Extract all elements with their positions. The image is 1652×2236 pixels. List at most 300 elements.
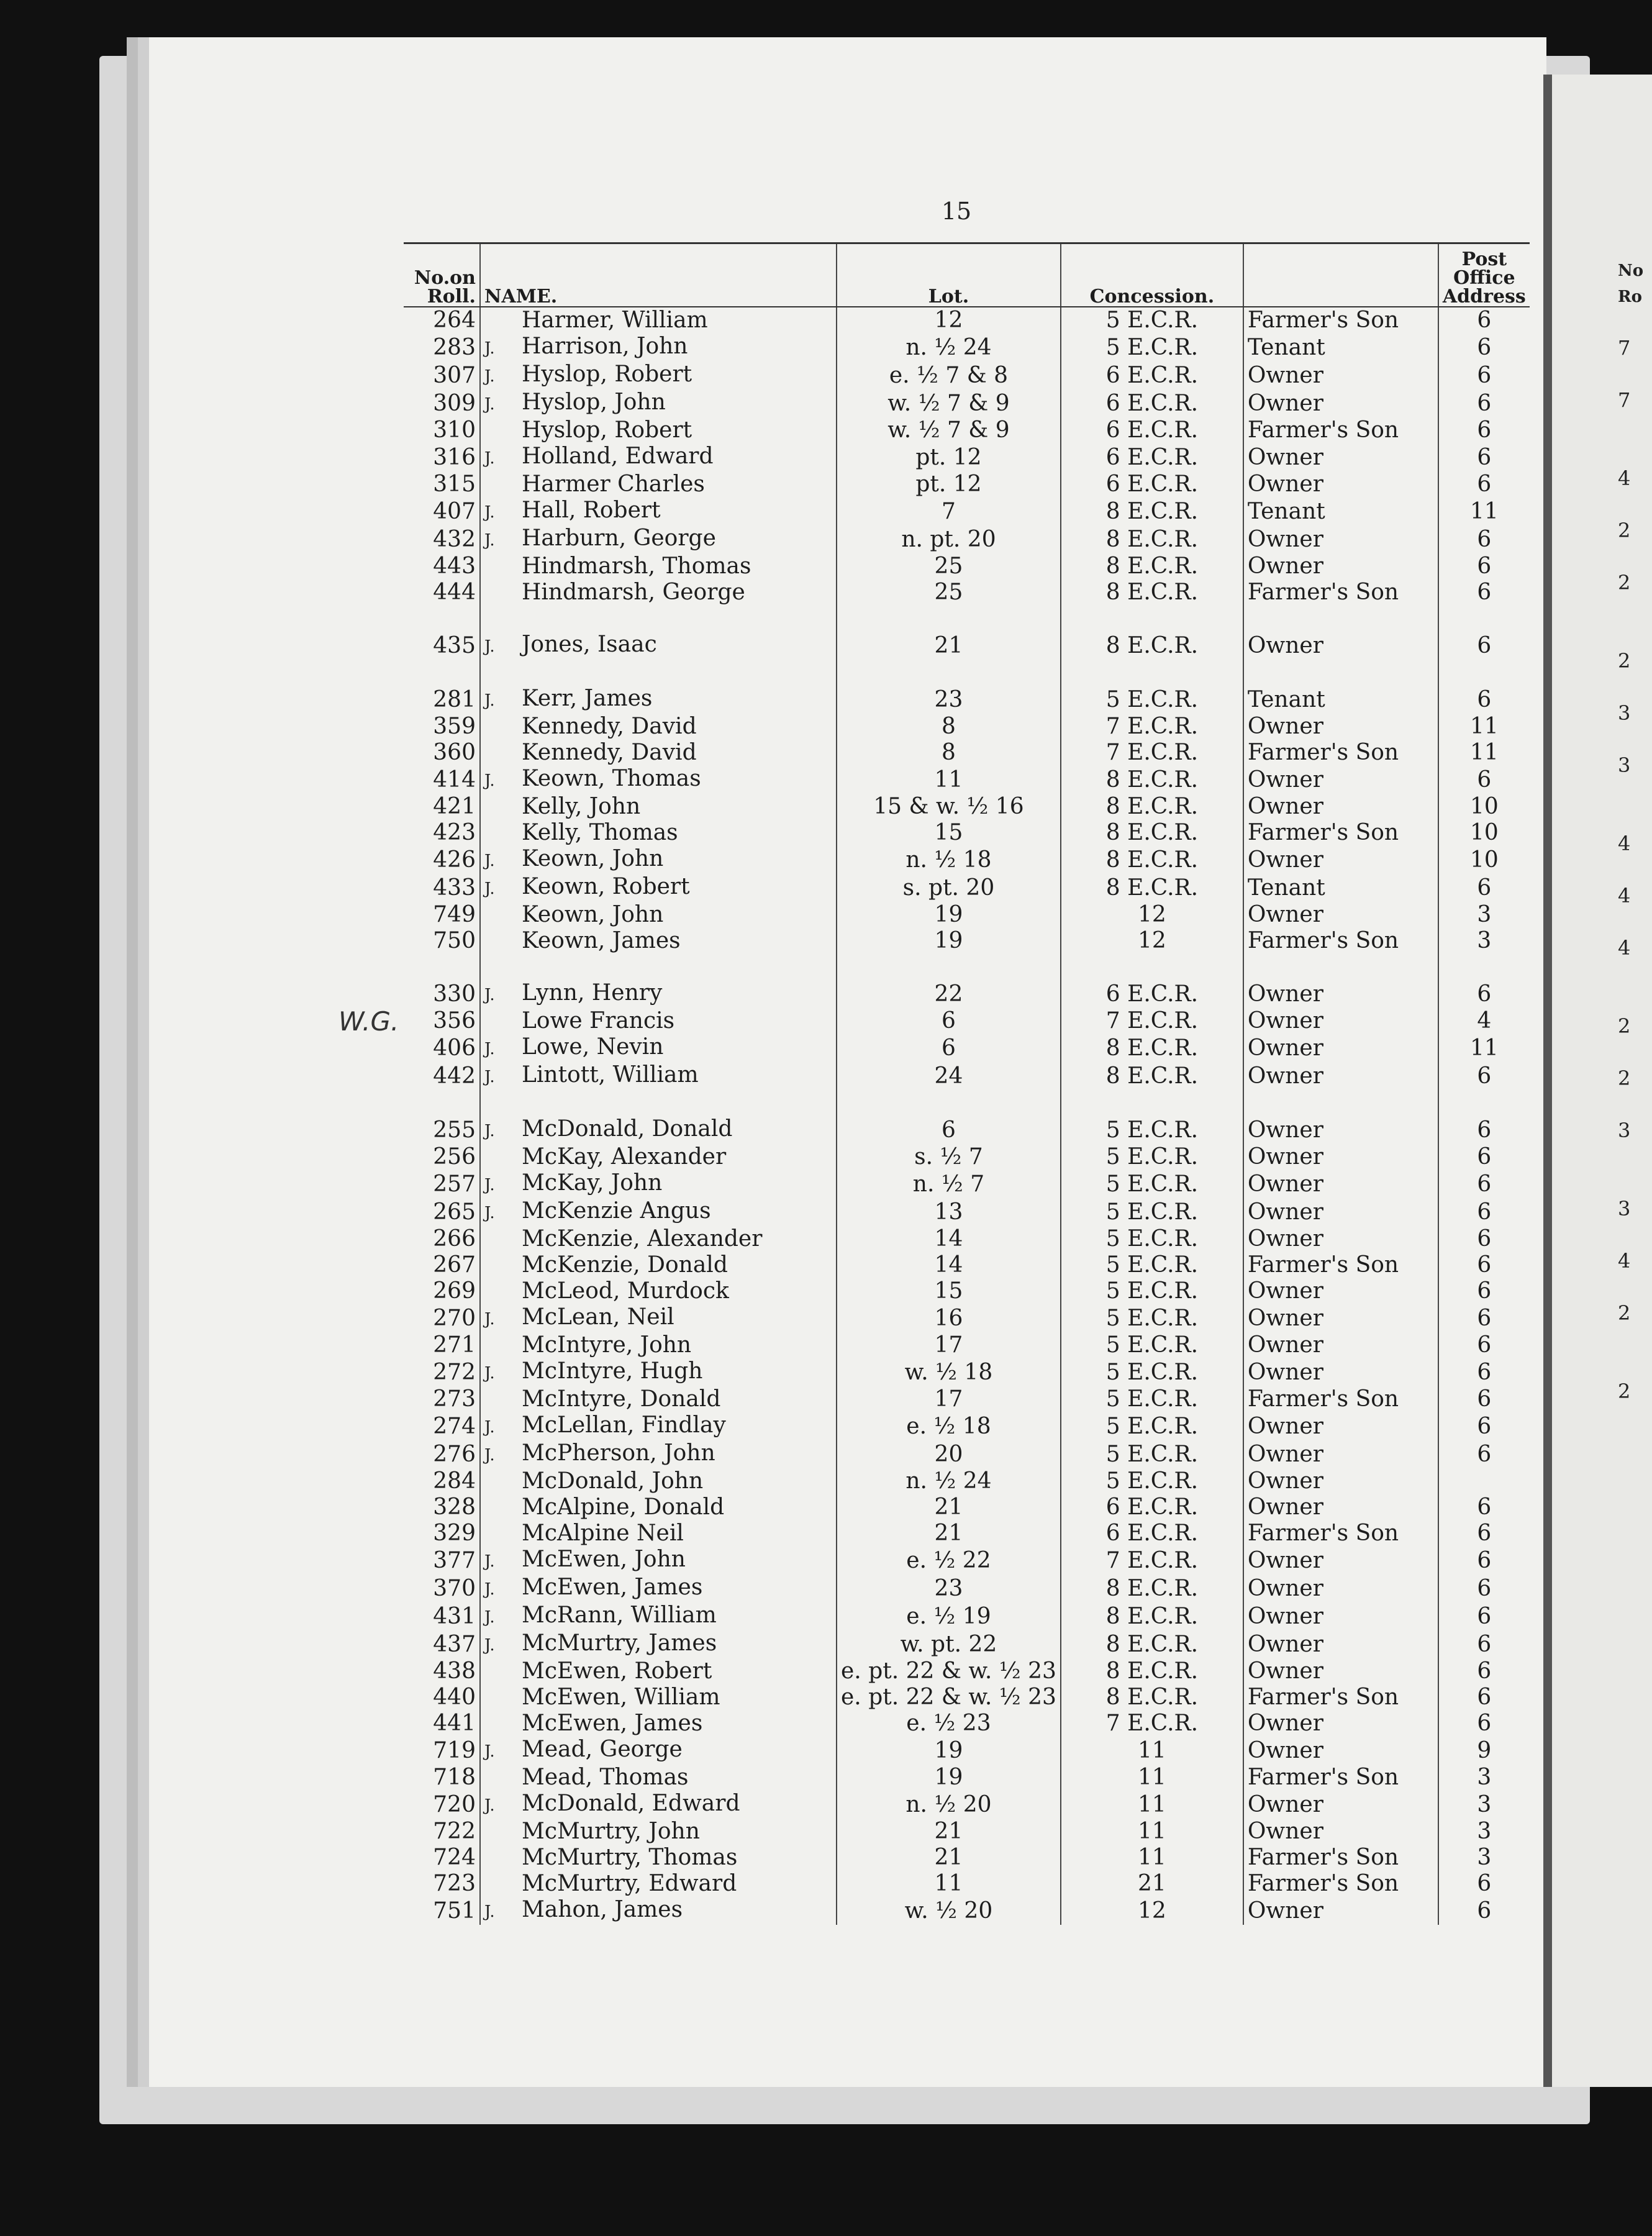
post-office-cell: 11 bbox=[1438, 714, 1530, 740]
lot-cell: pt. 12 bbox=[837, 471, 1061, 498]
name-cell bbox=[480, 1547, 837, 1575]
gap-cell bbox=[404, 954, 480, 980]
concession-cell: 5 E.C.R. bbox=[1061, 1304, 1243, 1332]
voter-name: McMurtry, Edward bbox=[522, 1871, 737, 1896]
voter-name: McIntyre, Donald bbox=[522, 1386, 721, 1412]
occupation-cell: Owner bbox=[1243, 1658, 1438, 1684]
voter-name: Kelly, Thomas bbox=[522, 820, 678, 845]
lot-cell: 23 bbox=[837, 686, 1061, 714]
roll-cell: 723 bbox=[433, 1871, 476, 1896]
lot-cell: 14 bbox=[837, 1226, 1061, 1252]
lot-cell: e. ½ 7 & 8 bbox=[837, 361, 1061, 389]
concession-cell: 8 E.C.R. bbox=[1061, 579, 1243, 606]
table-row bbox=[404, 1871, 1530, 1897]
name-cell bbox=[480, 1791, 837, 1819]
occupation-cell: Owner bbox=[1243, 553, 1438, 579]
occupation-cell: Owner bbox=[1243, 389, 1438, 417]
table-row bbox=[404, 1897, 1530, 1925]
concession-cell: 8 E.C.R. bbox=[1061, 846, 1243, 874]
juror-indicator: J. bbox=[484, 637, 495, 656]
concession-cell: 5 E.C.R. bbox=[1061, 334, 1243, 361]
occupation-cell: Farmer's Son bbox=[1243, 1252, 1438, 1278]
occupation-cell: Owner bbox=[1243, 1170, 1438, 1198]
voter-name: McAlpine, Donald bbox=[522, 1494, 725, 1520]
voter-name: Lynn, Henry bbox=[522, 980, 663, 1006]
concession-cell: 11 bbox=[1061, 1845, 1243, 1871]
voter-name: Keown, Robert bbox=[522, 874, 690, 899]
name-cell bbox=[480, 1144, 837, 1170]
occupation-cell: Owner bbox=[1243, 1575, 1438, 1602]
roll-cell: 751 bbox=[433, 1897, 476, 1924]
occupation-cell: Owner bbox=[1243, 361, 1438, 389]
table-row bbox=[404, 1602, 1530, 1630]
lot-cell: 6 bbox=[837, 1116, 1061, 1144]
concession-cell: 5 E.C.R. bbox=[1061, 1386, 1243, 1412]
post-office-cell: 6 bbox=[1438, 1602, 1530, 1630]
table-row bbox=[404, 334, 1530, 361]
facing-page-number: 2 bbox=[1618, 1301, 1631, 1325]
gap-cell bbox=[404, 1090, 480, 1116]
lot-cell: 12 bbox=[837, 307, 1061, 334]
juror-indicator: J. bbox=[484, 1902, 495, 1921]
lot-cell: 21 bbox=[837, 1494, 1061, 1520]
header-post-office: Post Office Address bbox=[1438, 243, 1530, 307]
juror-indicator: J. bbox=[484, 1122, 495, 1140]
voter-name: Hyslop, John bbox=[522, 389, 666, 415]
roll-cell: 276 bbox=[433, 1441, 476, 1467]
roll-cell: 749 bbox=[433, 902, 476, 927]
lot-cell: 21 bbox=[837, 1819, 1061, 1845]
lot-cell: 22 bbox=[837, 980, 1061, 1008]
occupation-cell: Owner bbox=[1243, 794, 1438, 820]
roll-cell: 269 bbox=[433, 1278, 476, 1304]
post-office-cell: 6 bbox=[1438, 1871, 1530, 1897]
post-office-cell: 6 bbox=[1438, 1711, 1530, 1737]
facing-page-number: 2 bbox=[1618, 519, 1631, 542]
occupation-cell: Owner bbox=[1243, 714, 1438, 740]
occupation-cell: Owner bbox=[1243, 1198, 1438, 1226]
roll-cell: 310 bbox=[433, 417, 476, 443]
roll-cell: 438 bbox=[433, 1658, 476, 1684]
occupation-cell: Owner bbox=[1243, 980, 1438, 1008]
roll-cell: 377 bbox=[433, 1547, 476, 1573]
post-office-cell: 6 bbox=[1438, 1630, 1530, 1658]
roll-cell: 284 bbox=[433, 1468, 476, 1494]
occupation-cell: Owner bbox=[1243, 1440, 1438, 1468]
concession-cell: 8 E.C.R. bbox=[1061, 1062, 1243, 1090]
post-office-cell: 6 bbox=[1438, 1547, 1530, 1575]
name-cell bbox=[480, 874, 837, 902]
voter-name: McIntyre, Hugh bbox=[522, 1358, 703, 1384]
concession-cell: 8 E.C.R. bbox=[1061, 1034, 1243, 1062]
concession-cell: 5 E.C.R. bbox=[1061, 1252, 1243, 1278]
juror-indicator: J. bbox=[484, 852, 495, 870]
roll-cell: 442 bbox=[433, 1063, 476, 1089]
facing-page-number: 2 bbox=[1618, 571, 1631, 594]
name-cell bbox=[480, 846, 837, 874]
occupation-cell: Owner bbox=[1243, 1412, 1438, 1440]
juror-indicator: J. bbox=[484, 1310, 495, 1329]
name-cell bbox=[480, 928, 837, 954]
roll-cell: 432 bbox=[433, 526, 476, 552]
table-row bbox=[404, 846, 1530, 874]
name-cell bbox=[480, 417, 837, 443]
juror-indicator: J. bbox=[484, 1364, 495, 1383]
table-row bbox=[404, 1845, 1530, 1871]
table-row bbox=[404, 632, 1530, 660]
facing-page-number: 2 bbox=[1618, 1379, 1631, 1403]
concession-cell: 5 E.C.R. bbox=[1061, 1358, 1243, 1386]
header-roll: No.on Roll. bbox=[404, 243, 480, 307]
concession-cell: 8 E.C.R. bbox=[1061, 632, 1243, 660]
table-row bbox=[404, 1304, 1530, 1332]
voter-name: McIntyre, John bbox=[522, 1332, 692, 1358]
lot-cell: 11 bbox=[837, 766, 1061, 794]
name-cell bbox=[480, 1386, 837, 1412]
lot-cell: 17 bbox=[837, 1332, 1061, 1358]
lot-cell: 19 bbox=[837, 902, 1061, 928]
name-cell bbox=[480, 740, 837, 766]
name-cell bbox=[480, 579, 837, 606]
voter-name: McKay, Alexander bbox=[522, 1144, 727, 1170]
concession-cell: 11 bbox=[1061, 1791, 1243, 1819]
roll-cell: 433 bbox=[433, 875, 476, 901]
lot-cell: 15 bbox=[837, 1278, 1061, 1304]
roll-cell: 273 bbox=[433, 1386, 476, 1412]
post-office-cell: 6 bbox=[1438, 334, 1530, 361]
roll-cell: 274 bbox=[433, 1413, 476, 1439]
table-row bbox=[404, 1684, 1530, 1711]
occupation-cell: Owner bbox=[1243, 1116, 1438, 1144]
name-cell bbox=[480, 443, 837, 471]
roll-cell: 265 bbox=[433, 1199, 476, 1225]
lot-cell: 20 bbox=[837, 1440, 1061, 1468]
post-office-cell: 6 bbox=[1438, 1198, 1530, 1226]
post-office-cell: 6 bbox=[1438, 1386, 1530, 1412]
voter-name: Harmer, William bbox=[522, 307, 708, 333]
table-row bbox=[404, 1575, 1530, 1602]
roll-cell: 356 bbox=[433, 1008, 476, 1034]
lot-cell: e. pt. 22 & w. ½ 23 bbox=[837, 1658, 1061, 1684]
juror-indicator: J. bbox=[484, 531, 495, 550]
table-row bbox=[404, 1226, 1530, 1252]
name-cell bbox=[480, 1304, 837, 1332]
gap-cell bbox=[480, 660, 837, 686]
occupation-cell: Owner bbox=[1243, 1062, 1438, 1090]
concession-cell: 6 E.C.R. bbox=[1061, 443, 1243, 471]
post-office-cell: 3 bbox=[1438, 1845, 1530, 1871]
table-row bbox=[404, 686, 1530, 714]
name-cell bbox=[480, 1897, 837, 1925]
occupation-cell: Owner bbox=[1243, 1737, 1438, 1765]
concession-cell: 8 E.C.R. bbox=[1061, 794, 1243, 820]
voter-name: Hindmarsh, Thomas bbox=[522, 553, 751, 579]
name-cell bbox=[480, 1116, 837, 1144]
post-office-cell: 6 bbox=[1438, 1358, 1530, 1386]
facing-page-number: 4 bbox=[1618, 1249, 1631, 1273]
concession-cell: 8 E.C.R. bbox=[1061, 553, 1243, 579]
name-cell bbox=[480, 1871, 837, 1897]
juror-indicator: J. bbox=[484, 986, 495, 1004]
table-row bbox=[404, 361, 1530, 389]
table-row bbox=[404, 928, 1530, 954]
voter-name: McDonald, Donald bbox=[522, 1116, 733, 1142]
lot-cell: s. ½ 7 bbox=[837, 1144, 1061, 1170]
name-cell bbox=[480, 307, 837, 334]
roll-cell: 329 bbox=[433, 1520, 476, 1546]
table-row bbox=[404, 1819, 1530, 1845]
table-row bbox=[404, 307, 1530, 334]
gap-cell bbox=[480, 954, 837, 980]
juror-indicator: J. bbox=[484, 367, 495, 386]
post-office-cell bbox=[1438, 1468, 1530, 1494]
roll-cell: 330 bbox=[433, 981, 476, 1007]
name-cell bbox=[480, 1658, 837, 1684]
concession-cell: 5 E.C.R. bbox=[1061, 1468, 1243, 1494]
section-gap bbox=[404, 660, 1530, 686]
name-cell bbox=[480, 498, 837, 525]
header-name: NAME. bbox=[480, 243, 837, 307]
table-row bbox=[404, 1386, 1530, 1412]
name-cell bbox=[480, 1332, 837, 1358]
post-office-cell: 6 bbox=[1438, 1278, 1530, 1304]
post-office-cell: 6 bbox=[1438, 632, 1530, 660]
occupation-cell: Owner bbox=[1243, 1278, 1438, 1304]
name-cell bbox=[480, 553, 837, 579]
name-cell bbox=[480, 1630, 837, 1658]
post-office-cell: 6 bbox=[1438, 307, 1530, 334]
roll-cell: 309 bbox=[433, 390, 476, 416]
table-header-row bbox=[404, 243, 1530, 307]
occupation-cell: Owner bbox=[1243, 632, 1438, 660]
table-row bbox=[404, 980, 1530, 1008]
table-row bbox=[404, 1412, 1530, 1440]
post-office-cell: 6 bbox=[1438, 980, 1530, 1008]
occupation-cell: Farmer's Son bbox=[1243, 1520, 1438, 1547]
concession-cell: 6 E.C.R. bbox=[1061, 389, 1243, 417]
concession-cell: 8 E.C.R. bbox=[1061, 525, 1243, 553]
voter-name: Kennedy, David bbox=[522, 714, 697, 739]
gap-cell bbox=[1438, 606, 1530, 632]
lot-cell: 16 bbox=[837, 1304, 1061, 1332]
juror-indicator: J. bbox=[484, 1796, 495, 1815]
post-office-cell: 11 bbox=[1438, 740, 1530, 766]
gap-cell bbox=[837, 1090, 1061, 1116]
occupation-cell: Owner bbox=[1243, 471, 1438, 498]
voters-list-table bbox=[404, 242, 1530, 1925]
table-row bbox=[404, 1278, 1530, 1304]
table-row bbox=[404, 1765, 1530, 1791]
lot-cell: 6 bbox=[837, 1034, 1061, 1062]
facing-page-number: 2 bbox=[1618, 649, 1631, 673]
post-office-cell: 6 bbox=[1438, 389, 1530, 417]
post-office-cell: 6 bbox=[1438, 1494, 1530, 1520]
occupation-cell: Owner bbox=[1243, 1711, 1438, 1737]
gap-cell bbox=[1061, 954, 1243, 980]
gap-cell bbox=[1438, 1090, 1530, 1116]
post-office-cell: 6 bbox=[1438, 766, 1530, 794]
name-cell bbox=[480, 686, 837, 714]
name-cell bbox=[480, 471, 837, 498]
page-number: 15 bbox=[941, 198, 972, 225]
post-office-cell: 11 bbox=[1438, 498, 1530, 525]
gap-cell bbox=[1243, 954, 1438, 980]
voter-name: Keown, James bbox=[522, 928, 681, 953]
post-office-cell: 3 bbox=[1438, 1765, 1530, 1791]
concession-cell: 5 E.C.R. bbox=[1061, 1226, 1243, 1252]
lot-cell: n. ½ 18 bbox=[837, 846, 1061, 874]
concession-cell: 5 E.C.R. bbox=[1061, 1198, 1243, 1226]
lot-cell: 8 bbox=[837, 714, 1061, 740]
name-cell bbox=[480, 794, 837, 820]
lot-cell: 19 bbox=[837, 1765, 1061, 1791]
table-row bbox=[404, 1630, 1530, 1658]
voter-name: Holland, Edward bbox=[522, 443, 714, 469]
name-cell bbox=[480, 334, 837, 361]
lot-cell: e. ½ 22 bbox=[837, 1547, 1061, 1575]
gap-cell bbox=[404, 660, 480, 686]
post-office-cell: 6 bbox=[1438, 1116, 1530, 1144]
facing-page-number: 4 bbox=[1618, 832, 1631, 855]
lot-cell: n. ½ 20 bbox=[837, 1791, 1061, 1819]
name-cell bbox=[480, 1845, 837, 1871]
voter-name: McEwen, James bbox=[522, 1575, 703, 1600]
facing-page-number: 3 bbox=[1618, 1119, 1631, 1142]
occupation-cell: Owner bbox=[1243, 525, 1438, 553]
occupation-cell: Owner bbox=[1243, 1791, 1438, 1819]
table-row bbox=[404, 794, 1530, 820]
roll-cell: 266 bbox=[433, 1226, 476, 1252]
name-cell bbox=[480, 1765, 837, 1791]
concession-cell: 21 bbox=[1061, 1871, 1243, 1897]
concession-cell: 5 E.C.R. bbox=[1061, 1278, 1243, 1304]
occupation-cell: Farmer's Son bbox=[1243, 1845, 1438, 1871]
gap-cell bbox=[1438, 954, 1530, 980]
juror-indicator: J. bbox=[484, 1446, 495, 1465]
concession-cell: 8 E.C.R. bbox=[1061, 1630, 1243, 1658]
concession-cell: 7 E.C.R. bbox=[1061, 714, 1243, 740]
concession-cell: 8 E.C.R. bbox=[1061, 498, 1243, 525]
table-row bbox=[404, 902, 1530, 928]
concession-cell: 12 bbox=[1061, 1897, 1243, 1925]
post-office-cell: 10 bbox=[1438, 820, 1530, 846]
lot-cell: e. ½ 18 bbox=[837, 1412, 1061, 1440]
occupation-cell: Farmer's Son bbox=[1243, 928, 1438, 954]
post-office-cell: 3 bbox=[1438, 928, 1530, 954]
table-row bbox=[404, 1144, 1530, 1170]
lot-cell: 15 & w. ½ 16 bbox=[837, 794, 1061, 820]
roll-cell: 272 bbox=[433, 1359, 476, 1385]
occupation-cell: Farmer's Son bbox=[1243, 579, 1438, 606]
lot-cell: 25 bbox=[837, 553, 1061, 579]
roll-cell: 443 bbox=[433, 553, 476, 579]
voter-name: Mahon, James bbox=[522, 1897, 683, 1922]
table-row bbox=[404, 1440, 1530, 1468]
name-cell bbox=[480, 1062, 837, 1090]
voter-name: McKenzie Angus bbox=[522, 1198, 711, 1224]
concession-cell: 5 E.C.R. bbox=[1061, 1116, 1243, 1144]
roll-cell: 283 bbox=[433, 334, 476, 360]
post-office-cell: 6 bbox=[1438, 1684, 1530, 1711]
name-cell bbox=[480, 1819, 837, 1845]
juror-indicator: J. bbox=[484, 1608, 495, 1627]
post-office-cell: 10 bbox=[1438, 794, 1530, 820]
facing-page-fragment bbox=[1618, 261, 1652, 1430]
lot-cell: e. ½ 23 bbox=[837, 1711, 1061, 1737]
occupation-cell: Farmer's Son bbox=[1243, 1684, 1438, 1711]
concession-cell: 6 E.C.R. bbox=[1061, 1520, 1243, 1547]
name-cell bbox=[480, 361, 837, 389]
voter-name: Hyslop, Robert bbox=[522, 361, 692, 387]
lot-cell: e. pt. 22 & w. ½ 23 bbox=[837, 1684, 1061, 1711]
voter-name: Hindmarsh, George bbox=[522, 579, 745, 605]
facing-page-number: 3 bbox=[1618, 1197, 1631, 1220]
section-gap bbox=[404, 606, 1530, 632]
occupation-cell: Owner bbox=[1243, 1332, 1438, 1358]
section-gap bbox=[404, 954, 1530, 980]
name-cell bbox=[480, 1684, 837, 1711]
lot-cell: w. pt. 22 bbox=[837, 1630, 1061, 1658]
occupation-cell: Owner bbox=[1243, 1494, 1438, 1520]
handwritten-annotation: W.G. bbox=[338, 1006, 399, 1037]
voter-name: Mead, George bbox=[522, 1737, 683, 1762]
table-row bbox=[404, 389, 1530, 417]
voter-name: Kerr, James bbox=[522, 686, 653, 711]
name-cell bbox=[480, 1198, 837, 1226]
post-office-cell: 4 bbox=[1438, 1008, 1530, 1034]
gap-cell bbox=[1061, 606, 1243, 632]
roll-cell: 750 bbox=[433, 928, 476, 953]
lot-cell: 7 bbox=[837, 498, 1061, 525]
name-cell bbox=[480, 1520, 837, 1547]
concession-cell: 8 E.C.R. bbox=[1061, 820, 1243, 846]
name-cell bbox=[480, 714, 837, 740]
lot-cell: w. ½ 20 bbox=[837, 1897, 1061, 1925]
post-office-cell: 9 bbox=[1438, 1737, 1530, 1765]
gap-cell bbox=[1243, 606, 1438, 632]
table-row bbox=[404, 1737, 1530, 1765]
concession-cell: 5 E.C.R. bbox=[1061, 1144, 1243, 1170]
occupation-cell: Owner bbox=[1243, 902, 1438, 928]
lot-cell: 21 bbox=[837, 1845, 1061, 1871]
juror-indicator: J. bbox=[484, 339, 495, 358]
gap-cell bbox=[1243, 1090, 1438, 1116]
occupation-cell: Farmer's Son bbox=[1243, 1871, 1438, 1897]
table-body bbox=[404, 307, 1530, 1925]
table-row bbox=[404, 443, 1530, 471]
post-office-cell: 6 bbox=[1438, 417, 1530, 443]
facing-page-number: 3 bbox=[1618, 701, 1631, 725]
lot-cell: 14 bbox=[837, 1252, 1061, 1278]
voter-name: McLellan, Findlay bbox=[522, 1412, 726, 1438]
name-cell bbox=[480, 1412, 837, 1440]
concession-cell: 8 E.C.R. bbox=[1061, 1602, 1243, 1630]
juror-indicator: J. bbox=[484, 879, 495, 898]
roll-cell: 724 bbox=[433, 1845, 476, 1870]
post-office-cell: 6 bbox=[1438, 1252, 1530, 1278]
concession-cell: 8 E.C.R. bbox=[1061, 766, 1243, 794]
post-office-cell: 6 bbox=[1438, 1897, 1530, 1925]
roll-cell: 437 bbox=[433, 1631, 476, 1657]
roll-cell: 257 bbox=[433, 1171, 476, 1197]
table-row bbox=[404, 553, 1530, 579]
voter-name: McMurtry, John bbox=[522, 1819, 700, 1844]
occupation-cell: Owner bbox=[1243, 1144, 1438, 1170]
voter-name: Kelly, John bbox=[522, 794, 641, 819]
occupation-cell: Farmer's Son bbox=[1243, 417, 1438, 443]
concession-cell: 8 E.C.R. bbox=[1061, 874, 1243, 902]
occupation-cell: Owner bbox=[1243, 1358, 1438, 1386]
